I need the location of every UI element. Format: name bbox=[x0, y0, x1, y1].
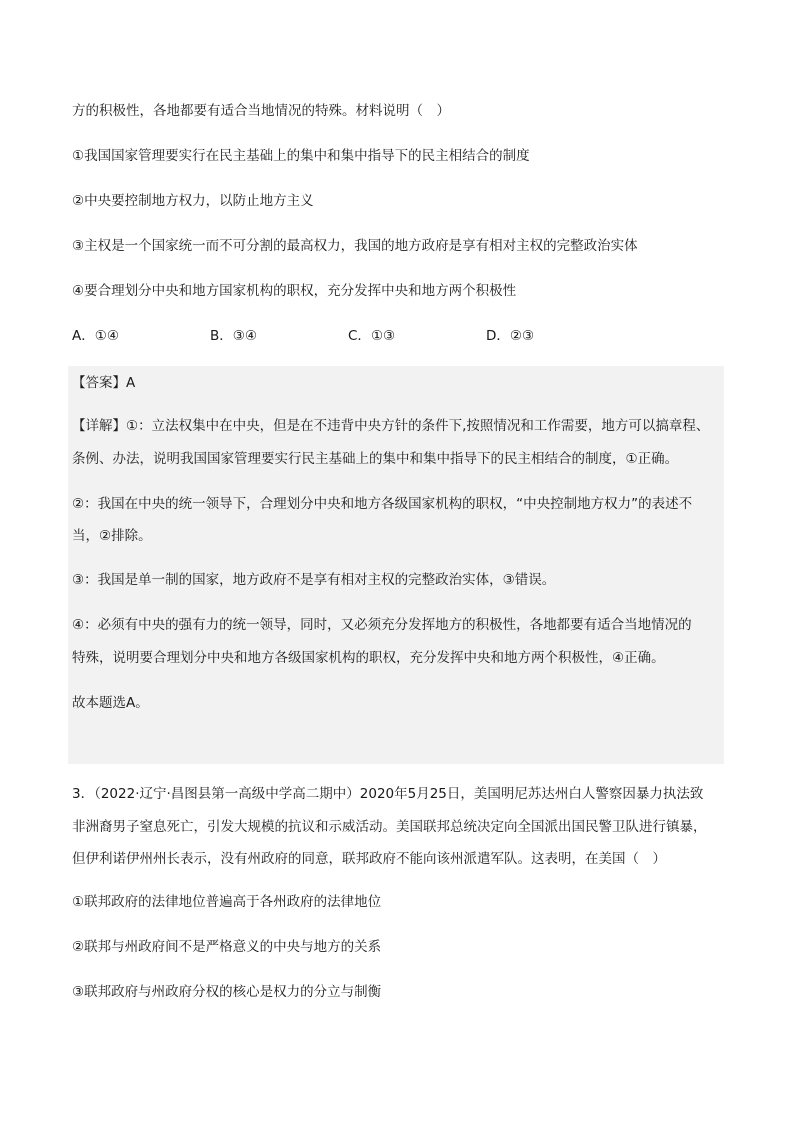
question-3-statement-1: ①联邦政府的法律地位普遍高于各州政府的法律地位 bbox=[72, 894, 382, 910]
option-b-value: ③④ bbox=[232, 328, 257, 344]
answer-options bbox=[72, 326, 722, 346]
detail-line-3: ②：我国在中央的统一领导下，合理划分中央和地方各级国家机构的职权，“中央控制地方权力”的表述不 bbox=[72, 496, 693, 512]
question-3-statement-2: ②联邦与州政府间不是严格意义的中央与地方的关系 bbox=[72, 939, 382, 955]
option-c bbox=[348, 326, 395, 346]
option-a-letter: A． bbox=[72, 328, 95, 344]
option-b-letter: B． bbox=[210, 328, 233, 344]
answer-explanation-box bbox=[68, 366, 724, 764]
option-d bbox=[486, 326, 534, 346]
statement-1: ①我国国家管理要实行在民主基础上的集中和集中指导下的民主相结合的制度 bbox=[72, 148, 530, 164]
option-c-value: ①③ bbox=[370, 328, 396, 344]
option-a bbox=[72, 326, 119, 346]
detail-line-7: 特殊，说明要合理划分中央和地方各级国家机构的职权，充分发挥中央和地方两个积极性，④正确。 bbox=[72, 650, 665, 666]
option-d-value: ②③ bbox=[509, 328, 535, 344]
question-2-stem-continuation: 方的积极性，各地都要有适合当地情况的特殊。材料说明（ ） bbox=[72, 103, 450, 119]
statement-4: ④要合理划分中央和地方国家机构的职权，充分发挥中央和地方两个积极性 bbox=[72, 283, 517, 299]
statement-3: ③主权是一个国家统一而不可分割的最高权力，我国的地方政府是享有相对主权的完整政治实体 bbox=[72, 238, 638, 254]
option-a-value: ①④ bbox=[94, 328, 119, 344]
option-d-letter: D． bbox=[486, 328, 510, 344]
question-3-stem-line-2: 非洲裔男子窒息死亡，引发大规模的抗议和示威活动。美国联邦总统决定向全国派出国民警卫队进行镇暴， bbox=[72, 819, 707, 835]
detail-line-5: ③：我国是单一制的国家，地方政府不是享有相对主权的完整政治实体，③错误。 bbox=[72, 572, 556, 588]
question-3-statement-3: ③联邦政府与州政府分权的核心是权力的分立与制衡 bbox=[72, 984, 382, 1000]
question-3-stem-line-3: 但伊利诺伊州州长表示，没有州政府的同意，联邦政府不能向该州派遣军队。这表明，在美国（ ） bbox=[72, 851, 666, 867]
detail-line-4: 当，②排除。 bbox=[72, 528, 152, 544]
option-b bbox=[210, 326, 257, 346]
detail-line-2: 条例、办法，说明我国国家管理要实行民主基础上的集中和集中指导下的民主相结合的制度，①正确。 bbox=[72, 451, 679, 467]
question-3-stem-line-1: 3．（2022·辽宁·昌图县第一高级中学高二期中）2020年5月25日，美国明尼苏达州白人警察因暴力执法致 bbox=[72, 786, 704, 802]
option-c-letter: C． bbox=[348, 328, 371, 344]
statement-2: ②中央要控制地方权力，以防止地方主义 bbox=[72, 193, 314, 209]
detail-line-1: 【详解】①：立法权集中在中央，但是在不违背中央方针的条件下,按照情况和工作需要，地方可以搞章程、 bbox=[72, 418, 710, 434]
answer-line: 【答案】A bbox=[72, 375, 136, 391]
detail-line-6: ④：必须有中央的强有力的统一领导，同时，又必须充分发挥地方的积极性，各地都要有适合当地情况的 bbox=[72, 617, 692, 633]
conclusion-line: 故本题选A。 bbox=[72, 695, 149, 711]
